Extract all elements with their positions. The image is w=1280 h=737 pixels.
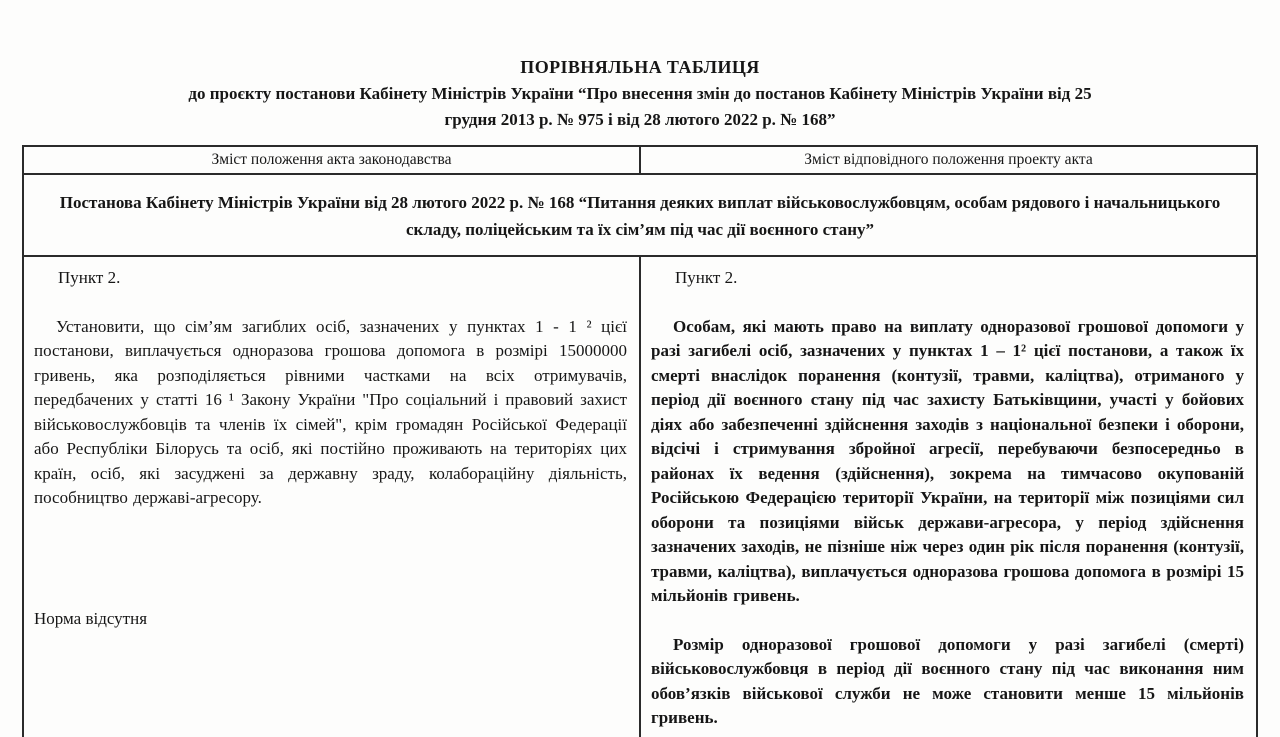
column-header-current-law: Зміст положення акта законодавства	[23, 146, 640, 174]
right-provision-paragraph-1: Особам, які мають право на виплату одноразової грошової допомоги у разі загибелі осіб, зазначених у пунктах 1 – 1² цієї постанови, а також їх смерті внаслідок поранення (контузії, травми, каліцтва), отриманого у період дії воєнного стану під час захисту Батьківщини, участі у бойових діях або забезпеченні здійснення заходів з національної безпеки і оборони, відсічі і стримування збройної агресії, перебуваючи безпосередньо в районах їх ведення (здійснення), зокрема на тимчасово окупованій Російською Федерацією території України, на території між позиціями сил оборони та позиціями військ держави-агресора, у період здійснення зазначених заходів, не пізніше ніж через один рік після поранення (контузії, травми, каліцтва), виплачується одноразова грошова допомога в розмірі 15 мільйонів гривень.	[651, 316, 1244, 605]
draft-act-cell	[640, 256, 1257, 737]
right-point-label: Пункт 2.	[675, 268, 738, 287]
comparison-body-row	[23, 256, 1257, 737]
left-point-label: Пункт 2.	[58, 268, 121, 287]
column-header-draft-act: Зміст відповідного положення проекту акта	[640, 146, 1257, 174]
comparison-table	[22, 145, 1258, 737]
document-subtitle: до проєкту постанови Кабінету Міністрів України “Про внесення змін до постанов Кабінету Міністрів України від 25 грудня 2013 р. № 975 і від 28 лютого 2022 р. № 168”	[188, 84, 1092, 129]
comparison-table-header	[23, 146, 1257, 174]
current-law-cell	[23, 256, 640, 737]
right-provision-paragraph-2: Розмір одноразової грошової допомоги у разі загибелі (смерті) військовослужбовця в період дії воєнного стану під час виконання ним обов’язків військової служби не може становити менше 15 мільйонів гривень.	[651, 634, 1244, 727]
document-title: ПОРІВНЯЛЬНА ТАБЛИЦЯ	[520, 57, 760, 77]
left-provision-paragraph: Установити, що сім’ям загиблих осіб, зазначених у пунктах 1 - 1 ² цієї постанови, виплачується одноразова грошова допомога в розмірі 15000000 гривень, яка розподіляється рівними частками на всіх отримувачів, передбачених у статті 16 ¹ Закону України "Про соціальний і правовий захист військовослужбовців та членів їх сімей", крім громадян Російської Федерації або Республіки Білорусь та осіб, які постійно проживають на територіях цих країн, осіб, які засуджені за державну зраду, колабораційну діяльність, пособництво державі-агресору.	[34, 316, 627, 507]
left-missing-norm-label: Норма відсутня	[34, 608, 148, 628]
section-title: Постанова Кабінету Міністрів України від 28 лютого 2022 р. № 168 “Питання деяких виплат військовослужбовцям, особам рядового і начальницького складу, поліцейським та їх сім’ям під час дії воєнного стану”	[23, 174, 1257, 256]
section-title-row	[23, 174, 1257, 256]
